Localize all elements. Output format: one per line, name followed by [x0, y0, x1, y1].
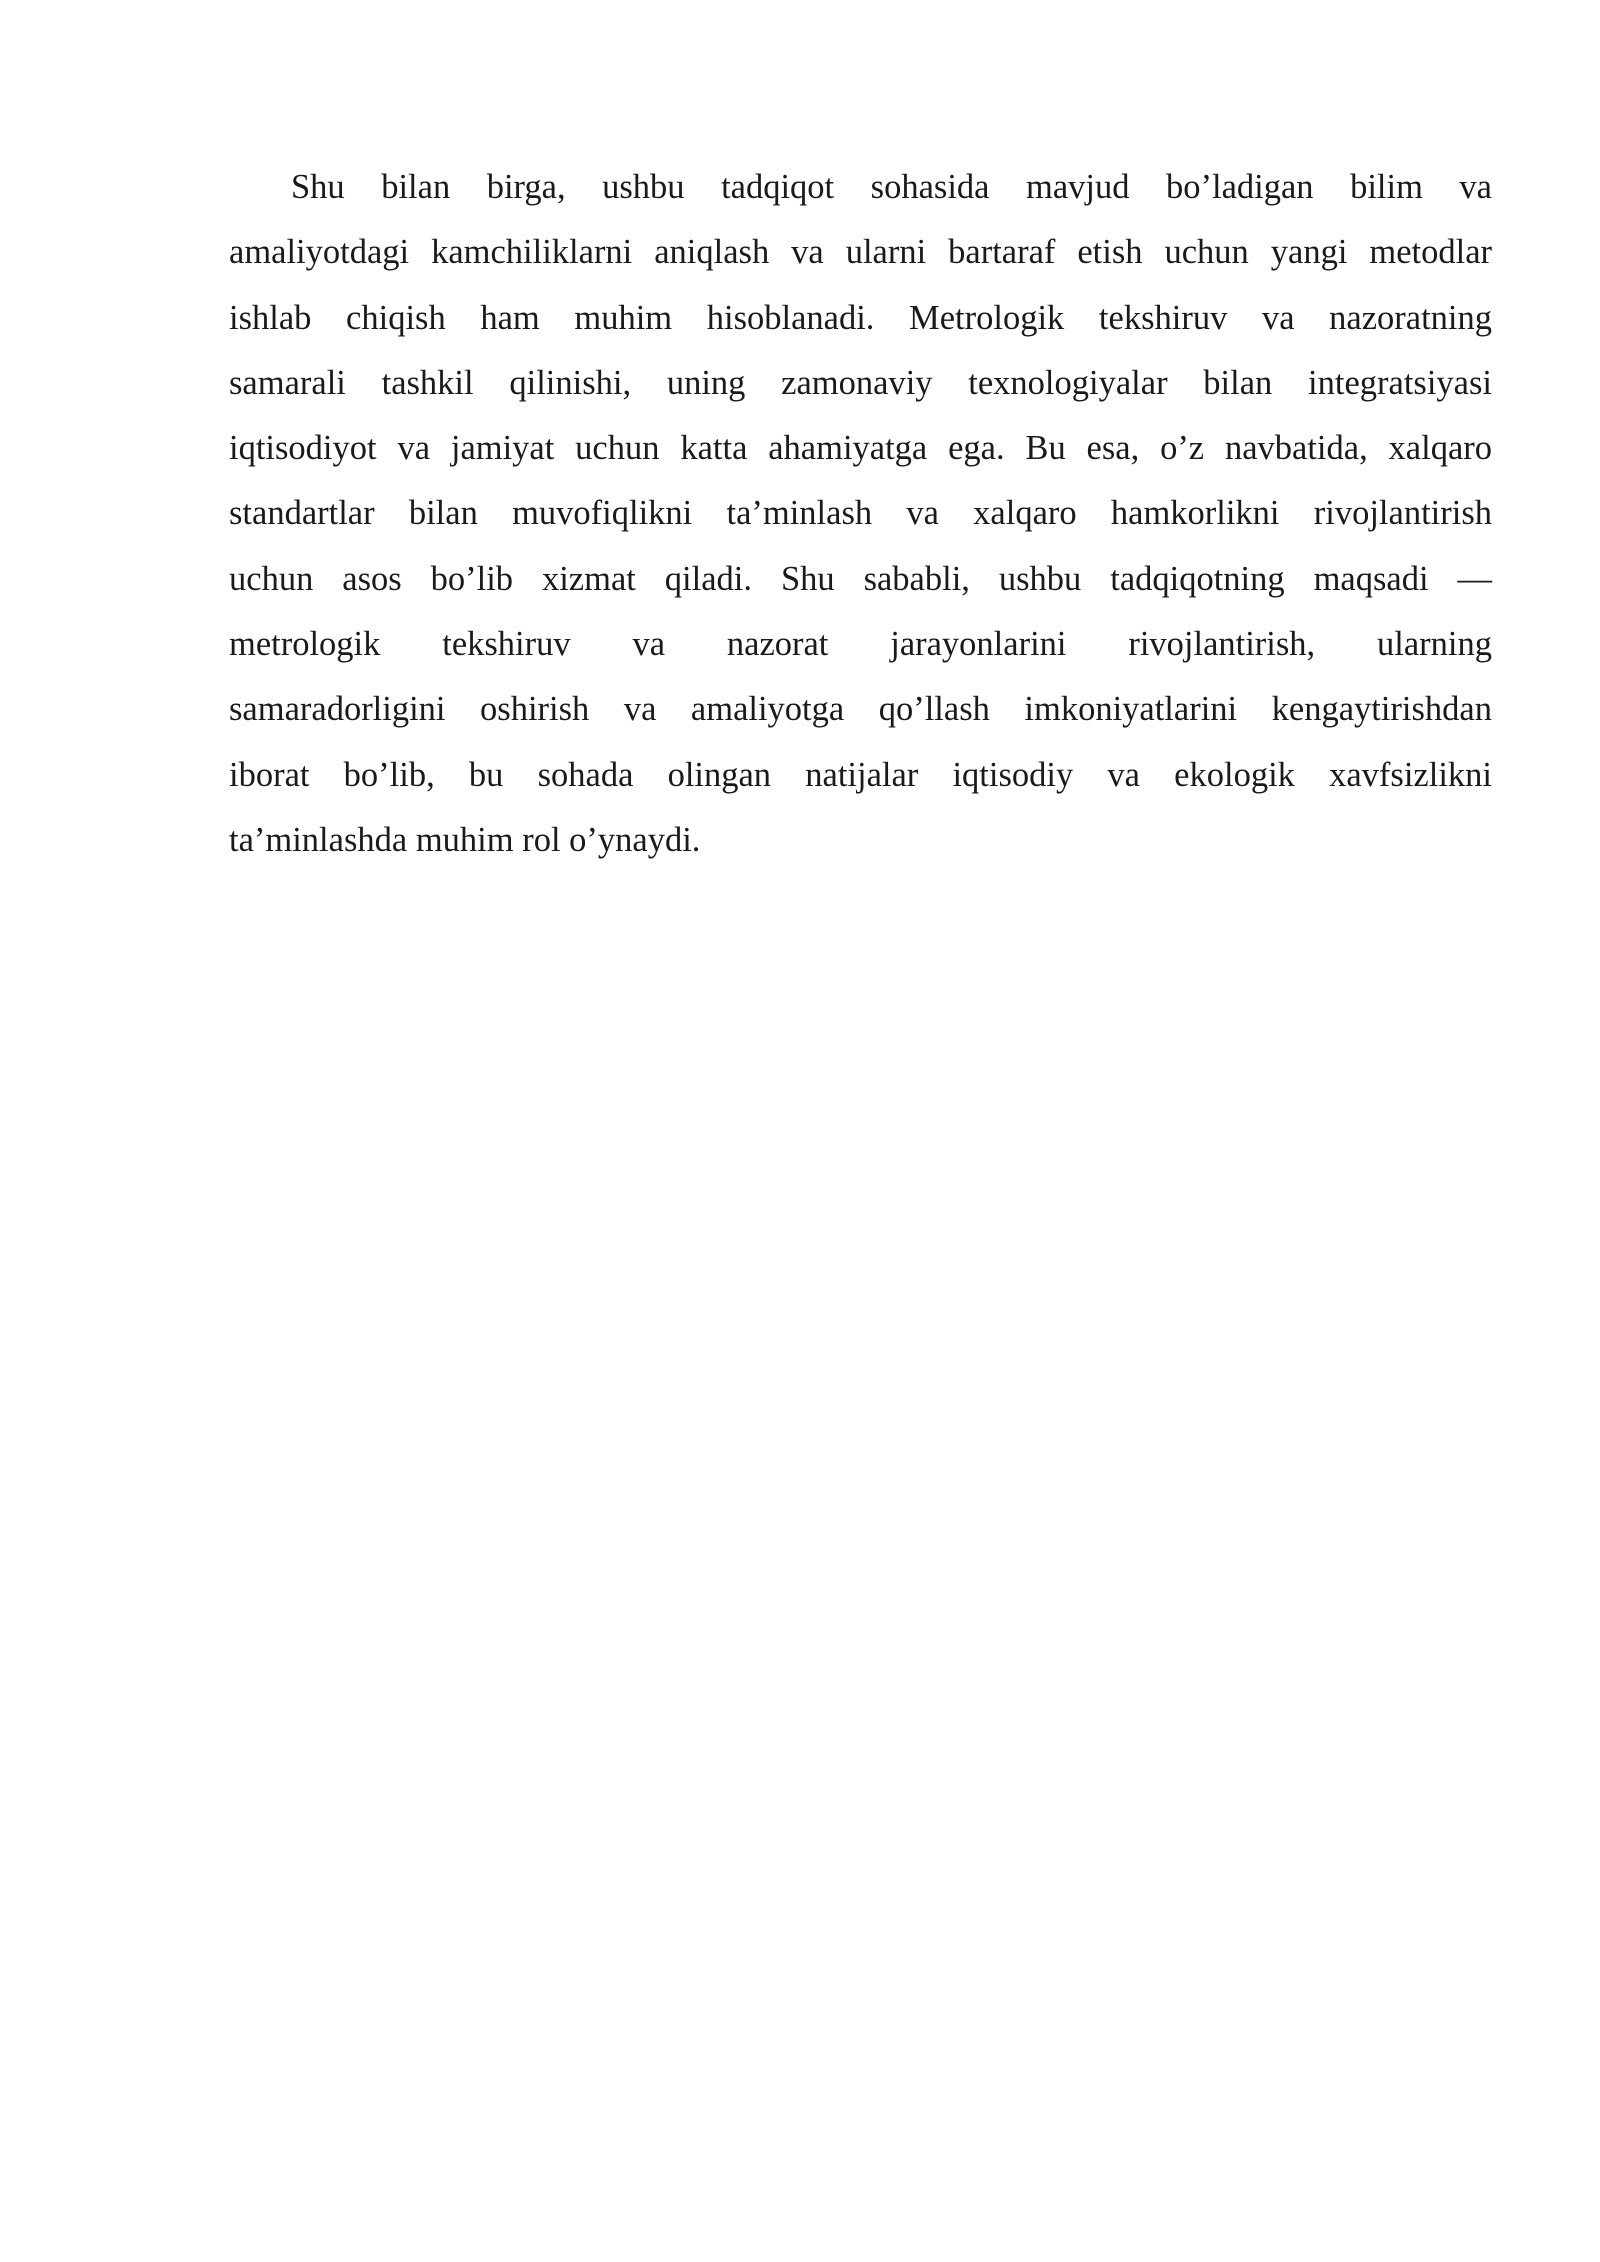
- paragraph-line: samarali tashkil qilinishi, uning zamonaviy texnologiyalar bilan integratsiyasi: [229, 363, 1492, 402]
- paragraph-line: metrologik tekshiruv va nazorat jarayonlarini rivojlantirish, ularning: [229, 625, 1492, 664]
- paragraph-line: samaradorligini oshirish va amaliyotga qo’llash imkoniyatlarini kengaytirishdan: [229, 690, 1492, 729]
- paragraph-line: standartlar bilan muvofiqlikni ta’minlash va xalqaro hamkorlikni rivojlantirish: [229, 494, 1492, 533]
- paragraph-line: uchun asos bo’lib xizmat qiladi. Shu sababli, ushbu tadqiqotning maqsadi —: [229, 559, 1492, 598]
- body-paragraph: [229, 155, 1492, 873]
- paragraph-line: ta’minlashda muhim rol o’ynaydi.: [229, 820, 701, 859]
- paragraph-line: iborat bo’lib, bu sohada olingan natijalar iqtisodiy va ekologik xavfsizlikni: [229, 755, 1492, 794]
- paragraph-line: ishlab chiqish ham muhim hisoblanadi. Metrologik tekshiruv va nazoratning: [229, 298, 1492, 337]
- paragraph-line: iqtisodiyot va jamiyat uchun katta ahamiyatga ega. Bu esa, o’z navbatida, xalqaro: [229, 429, 1492, 468]
- paragraph-line: Shu bilan birga, ushbu tadqiqot sohasida mavjud bo’ladigan bilim va: [291, 168, 1492, 206]
- paragraph-line: amaliyotdagi kamchiliklarni aniqlash va ularni bartaraf etish uchun yangi metodlar: [229, 233, 1492, 272]
